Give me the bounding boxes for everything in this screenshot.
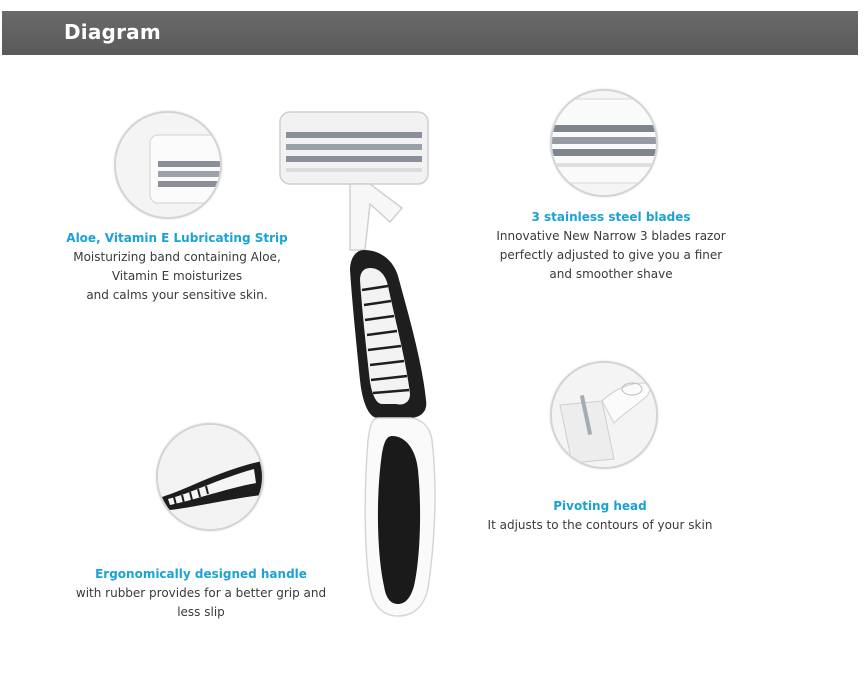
handle-grip-closeup (156, 423, 264, 531)
feature-title: Ergonomically designed handle (95, 567, 307, 581)
blades-closeup (550, 89, 658, 197)
feature-title: 3 stainless steel blades (531, 210, 691, 224)
page-title: Diagram (64, 20, 161, 44)
pivoting-head-closeup (550, 361, 658, 469)
feature-title: Pivoting head (553, 499, 647, 513)
feature-description: with rubber provides for a better grip and less slip (75, 586, 327, 619)
feature-description: Innovative New Narrow 3 blades razor perfectly adjusted to give you a finer and smoother shave (496, 229, 726, 281)
feature-handle (70, 565, 332, 622)
header-bar (2, 11, 858, 55)
feature-lubricating-strip (66, 229, 288, 305)
razor-image (270, 100, 450, 620)
feature-pivoting-head (480, 497, 720, 535)
lubricating-strip-closeup (114, 111, 222, 219)
feature-description: It adjusts to the contours of your skin (487, 518, 713, 532)
feature-title: Aloe, Vitamin E Lubricating Strip (66, 231, 288, 245)
feature-description: Moisturizing band containing Aloe, Vitamin E moisturizes and calms your sensitive skin. (73, 250, 281, 302)
feature-blades (486, 208, 736, 284)
